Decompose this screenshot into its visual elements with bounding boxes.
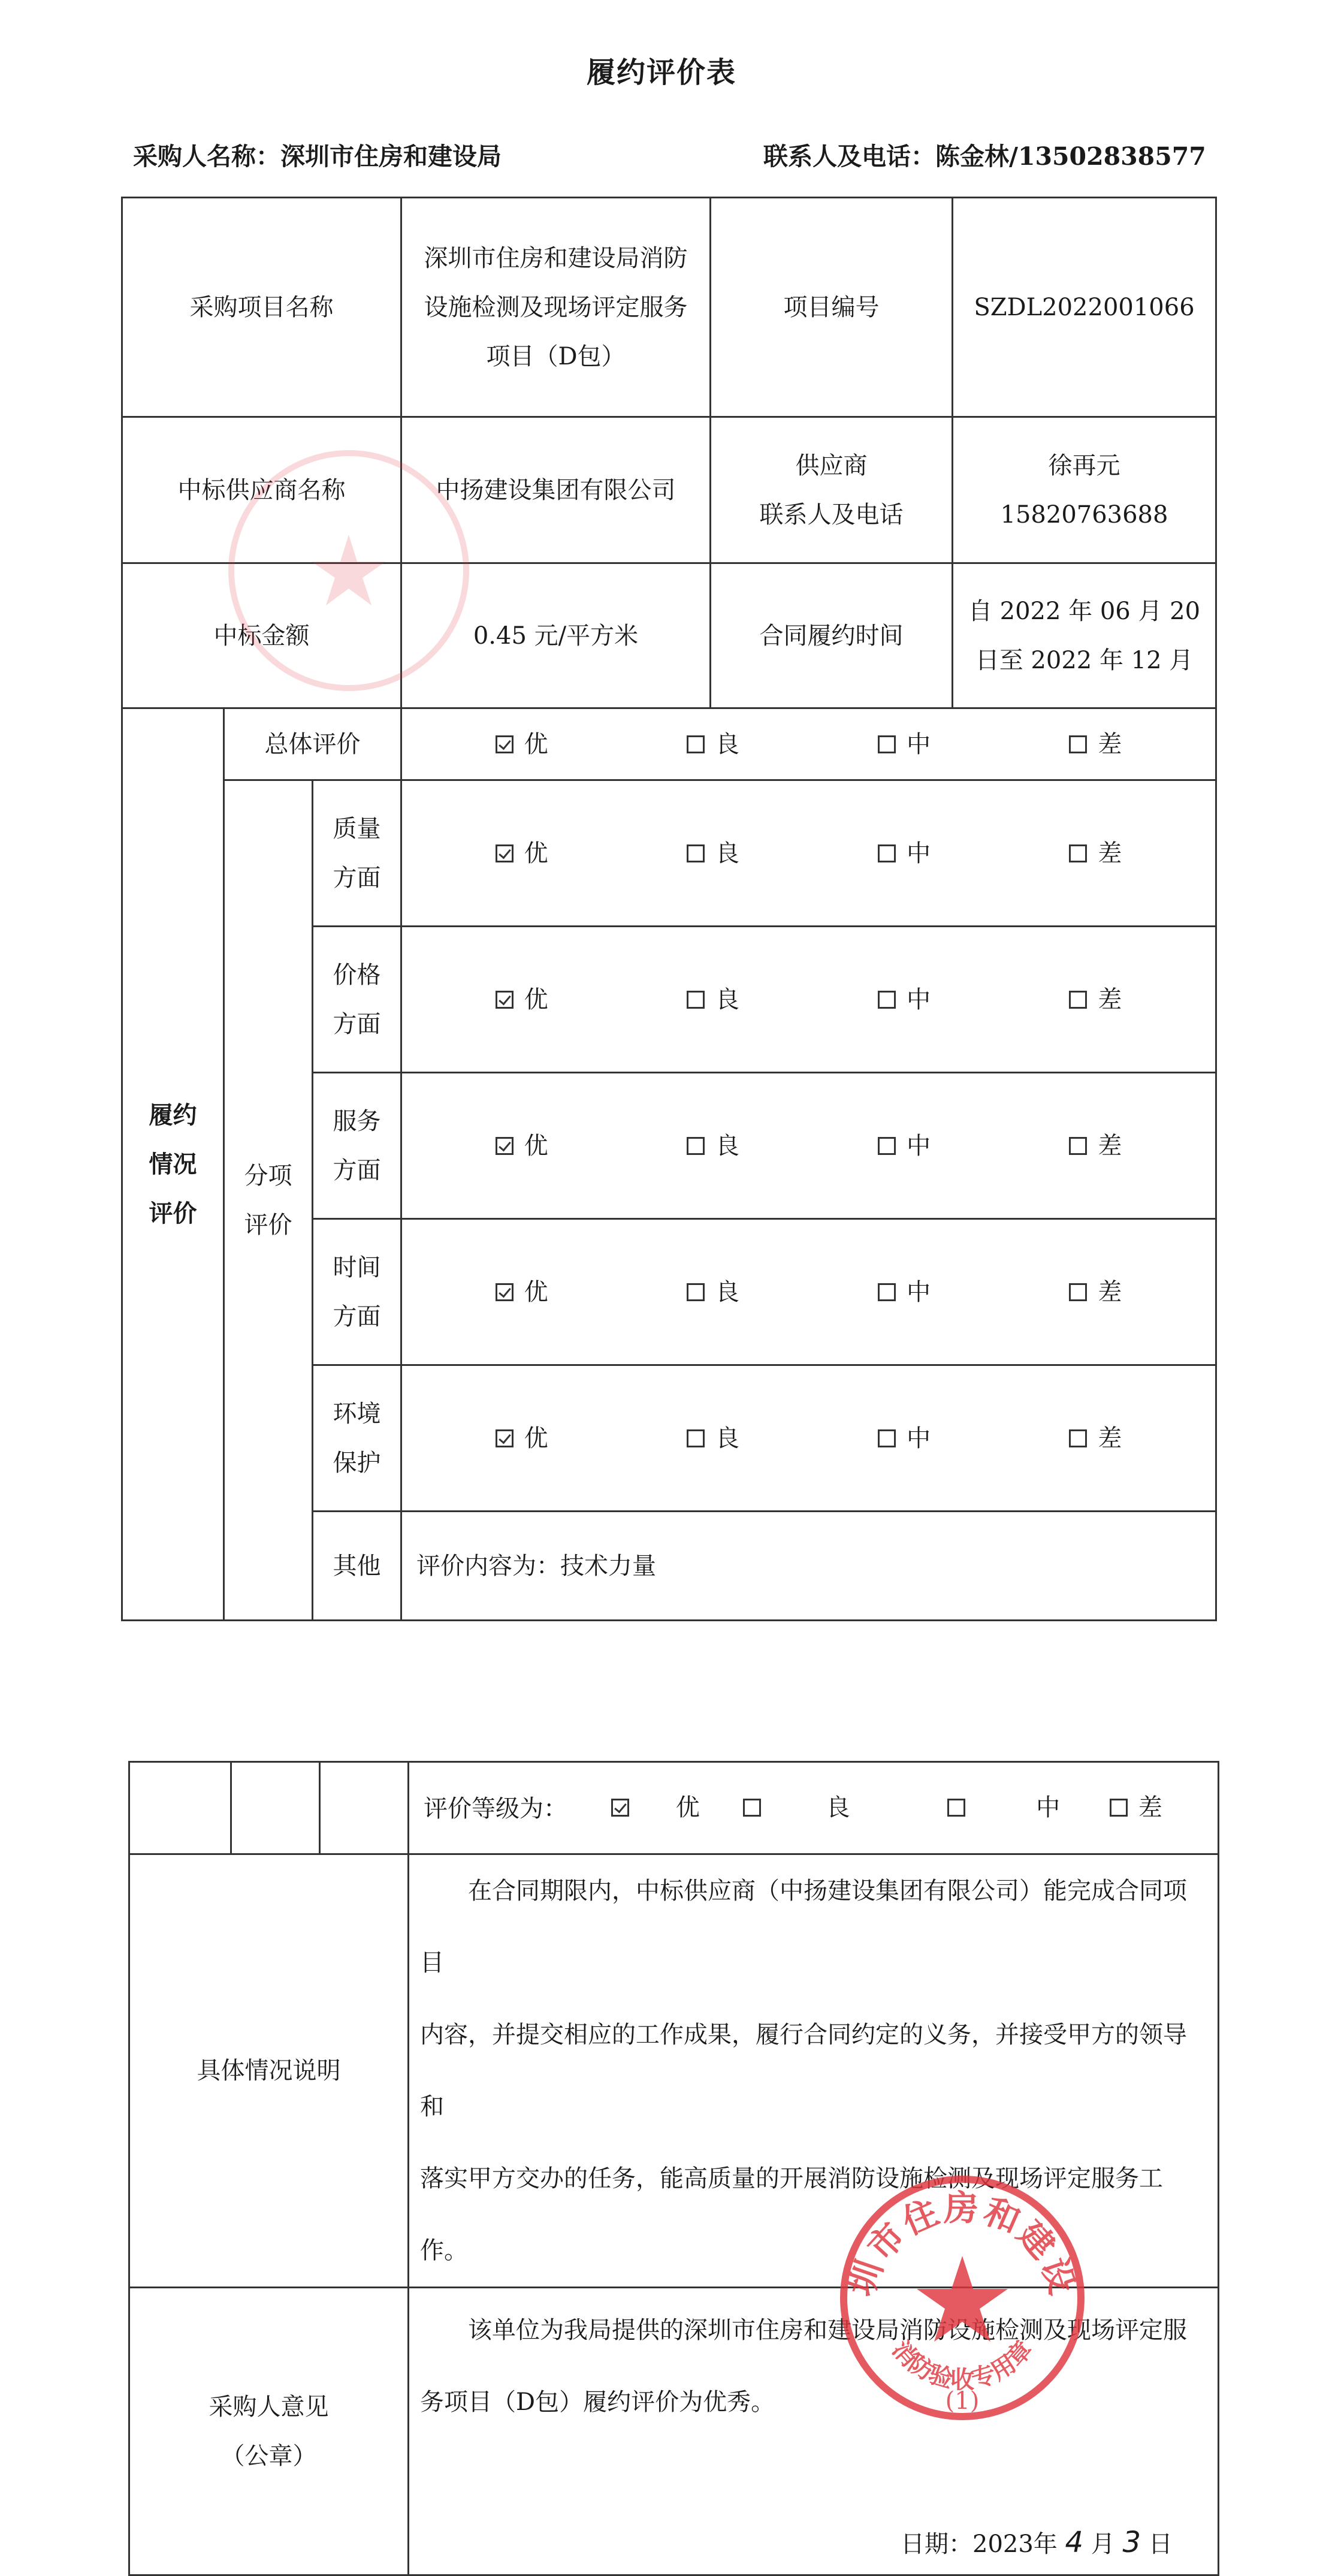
checkbox-icon [743, 1799, 761, 1817]
aspect-label-quality: 质量 方面 [313, 780, 401, 927]
checkbox-icon [878, 1283, 896, 1301]
checked-box-icon [611, 1799, 629, 1817]
rating-option[interactable]: 良 [687, 1273, 739, 1311]
rating-options [402, 834, 1215, 873]
aspect-label-time: 时间 方面 [313, 1219, 401, 1365]
rating-option[interactable]: 优 [496, 725, 548, 764]
grade-row [409, 1762, 1219, 1854]
rating-option[interactable]: 差 [1069, 981, 1122, 1019]
winner-value: 中扬建设集团有限公司 [401, 417, 711, 563]
blank-cell [231, 1762, 320, 1854]
rating-option[interactable]: 良 [687, 834, 739, 873]
project-number-value: SZDL2022001066 [953, 198, 1216, 417]
rating-option[interactable]: 中 [878, 1419, 931, 1458]
checked-box-icon [496, 991, 514, 1009]
performance-eval-label [122, 708, 224, 1621]
detail-label: 具体情况说明 [129, 1854, 409, 2288]
environment-rating-row [401, 1365, 1216, 1512]
price-rating-row [401, 927, 1216, 1073]
amount-label: 中标金额 [122, 563, 401, 708]
period-value-line-1: 自 2022 年 06 月 20 [968, 597, 1201, 625]
checkbox-icon [1069, 1137, 1087, 1155]
aspect-label-price: 价格 方面 [313, 927, 401, 1073]
rating-options [402, 981, 1215, 1019]
rating-option[interactable]: 优 [496, 834, 548, 873]
rating-option[interactable]: 良 [687, 1127, 739, 1165]
checkbox-icon [687, 1283, 705, 1301]
opinion-line: 该单位为我局提供的深圳市住房和建设局消防设施检测及现场评定服 [468, 2316, 1187, 2344]
checkbox-icon [878, 735, 896, 753]
rating-option[interactable]: 差 [1069, 1127, 1122, 1165]
other-label: 其他 [313, 1512, 401, 1621]
checkbox-icon [878, 1429, 896, 1447]
checked-box-icon [496, 1137, 514, 1155]
rating-options [402, 1127, 1215, 1165]
rating-option[interactable]: 差 [1069, 1273, 1122, 1311]
date-prefix: 日期：2023 [901, 2530, 1034, 2558]
seal-number: (1) [945, 2387, 980, 2415]
supplier-contact-label-line-1: 供应商 [795, 451, 868, 479]
checkbox-icon [1110, 1799, 1128, 1817]
rating-option[interactable]: 差 [1069, 725, 1122, 764]
checkbox-icon [687, 1429, 705, 1447]
checked-box-icon [496, 735, 514, 753]
faint-official-seal [223, 445, 475, 696]
supplier-contact-value [953, 417, 1216, 563]
rating-option[interactable]: 中 [878, 834, 931, 873]
rating-option[interactable]: 中 [878, 981, 931, 1019]
supplier-contact-phone: 15820763688 [1000, 500, 1168, 529]
checkbox-icon [687, 1137, 705, 1155]
seal-bottom-text: 消防验收专用章 [886, 2335, 1038, 2394]
checkbox-icon [1069, 1283, 1087, 1301]
rating-option[interactable]: 良 [687, 725, 739, 764]
checked-box-icon [496, 1283, 514, 1301]
period-value [953, 563, 1216, 708]
opinion-line: 务项目（D包）履约评价为优秀。 [420, 2388, 775, 2416]
rating-option[interactable]: 中 [878, 725, 931, 764]
detail-line: 落实甲方交办的任务，能高质量的开展消防设施检测及现场评定服务工作。 [420, 2165, 1163, 2264]
checkbox-icon [1069, 735, 1087, 753]
rating-options [402, 725, 1215, 764]
opinion-label [129, 2288, 409, 2575]
date-line: 日期：2023年 4 月 3 日 [901, 2526, 1173, 2559]
blank-cell [129, 1762, 231, 1854]
supplier-contact-name: 徐再元 [1048, 451, 1120, 479]
project-number-label: 项目编号 [711, 198, 953, 417]
other-value: 评价内容为：技术力量 [401, 1512, 1216, 1621]
checkbox-icon [687, 735, 705, 753]
grade-option[interactable]: 良 [743, 1788, 850, 1827]
project-name-value: 深圳市住房和建设局消防设施检测及现场评定服务项目（D包） [401, 198, 711, 417]
checkbox-icon [947, 1799, 965, 1817]
rating-option[interactable]: 优 [496, 981, 548, 1019]
opinion-cell [409, 2288, 1219, 2575]
purchaser-name: 采购人名称：深圳市住房和建设局 [133, 142, 502, 171]
checked-box-icon [496, 844, 514, 862]
amount-value: 0.45 元/平方米 [401, 563, 711, 708]
performance-eval-label-line-1: 履约 [149, 1100, 197, 1129]
performance-eval-label-line-3: 评价 [149, 1199, 197, 1227]
sub-eval-label [224, 780, 313, 1621]
detail-line: 内容，并提交相应的工作成果，履行合同约定的义务，并接受甲方的领导和 [420, 2021, 1187, 2120]
rating-option[interactable]: 差 [1069, 1419, 1122, 1458]
period-value-line-2: 日至 2022 年 12 月 [975, 646, 1194, 674]
opinion-label-line-2: （公章） [220, 2442, 317, 2470]
seal-graphic [836, 2172, 1088, 2424]
supplier-contact-label-line-2: 联系人及电话 [759, 500, 904, 529]
checkbox-icon [878, 1137, 896, 1155]
checkbox-icon [687, 991, 705, 1009]
checkbox-icon [878, 991, 896, 1009]
winner-label: 中标供应商名称 [122, 417, 401, 563]
detail-line: 在合同期限内，中标供应商（中扬建设集团有限公司）能完成合同项目 [420, 1877, 1187, 1977]
checkbox-icon [878, 844, 896, 862]
rating-option[interactable]: 良 [687, 1419, 739, 1458]
rating-option[interactable]: 优 [496, 1127, 548, 1165]
overall-eval-label: 总体评价 [224, 708, 401, 780]
seal-graphic [223, 445, 475, 696]
contact-info: 联系人及电话：陈金林/13502838577 [763, 142, 1206, 171]
checkbox-icon [1069, 1429, 1087, 1447]
project-name-label: 采购项目名称 [122, 198, 401, 417]
performance-eval-label-line-2: 情况 [149, 1150, 197, 1178]
evaluation-table [121, 197, 1217, 1621]
date-month: 4 [1065, 2526, 1084, 2559]
quality-rating-row [401, 780, 1216, 927]
grade-option[interactable]: 中 [947, 1788, 1060, 1827]
summary-table [128, 1761, 1219, 2576]
page-title: 履约评价表 [586, 56, 736, 89]
rating-option[interactable]: 优 [496, 1419, 548, 1458]
grade-option[interactable]: 差 [1110, 1788, 1162, 1827]
sub-eval-label-line-2: 评价 [244, 1211, 292, 1239]
checkbox-icon [1069, 991, 1087, 1009]
service-rating-row [401, 1073, 1216, 1219]
checkbox-icon [687, 844, 705, 862]
detail-text [409, 1854, 1219, 2288]
sub-eval-label-line-1: 分项 [244, 1162, 292, 1190]
rating-option[interactable]: 差 [1069, 834, 1122, 873]
aspect-label-environment: 环境 保护 [313, 1365, 401, 1512]
rating-options [402, 1419, 1215, 1458]
date-day: 3 [1122, 2526, 1141, 2559]
seal-top-text: 圳市住房和建设 [840, 2188, 1085, 2301]
grade-label: 评价等级为： [424, 1794, 567, 1823]
rating-option[interactable]: 良 [687, 981, 739, 1019]
checked-box-icon [496, 1429, 514, 1447]
period-label: 合同履约时间 [711, 563, 953, 708]
opinion-text [409, 2294, 1218, 2438]
official-seal [836, 2172, 1088, 2424]
checkbox-icon [1069, 844, 1087, 862]
overall-rating-row [401, 708, 1216, 780]
blank-cell [320, 1762, 409, 1854]
rating-option[interactable]: 中 [878, 1273, 931, 1311]
rating-options [402, 1273, 1215, 1311]
rating-option[interactable]: 中 [878, 1127, 931, 1165]
time-rating-row [401, 1219, 1216, 1365]
opinion-label-line-1: 采购人意见 [209, 2393, 329, 2421]
grade-option[interactable]: 优 [611, 1788, 700, 1827]
rating-option[interactable]: 优 [496, 1273, 548, 1311]
svg-text:消防验收专用章 [886, 2335, 1038, 2394]
aspect-label-service: 服务 方面 [313, 1073, 401, 1219]
supplier-contact-label [711, 417, 953, 563]
